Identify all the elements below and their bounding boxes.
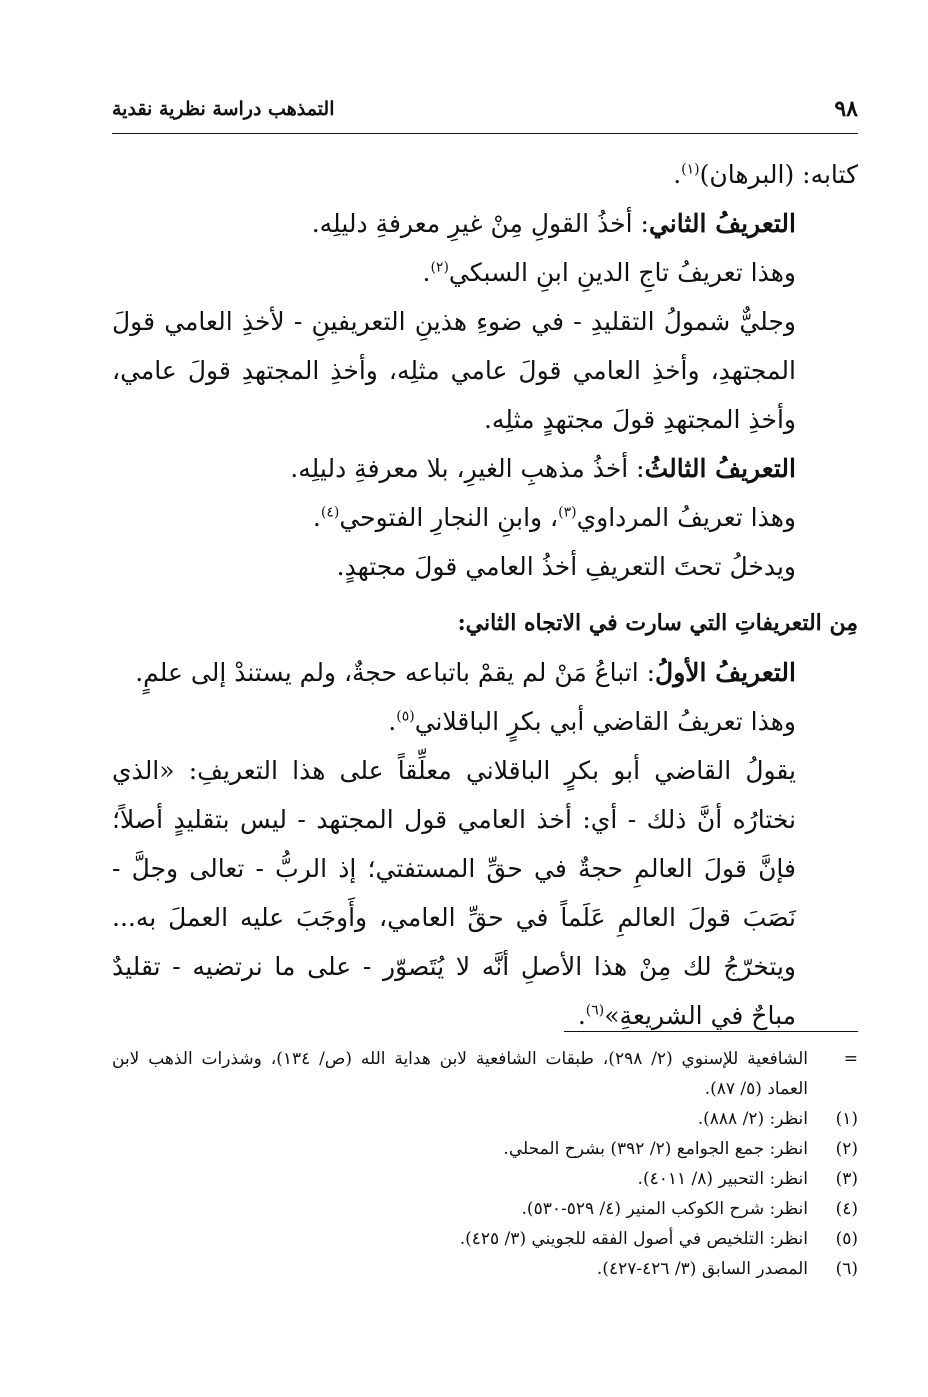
header-rule — [112, 133, 858, 134]
text: كتابه: (البرهان) — [699, 160, 858, 189]
text: . — [312, 503, 321, 532]
paragraph — [112, 493, 858, 542]
text: وهذا تعريفُ القاضي أبي بكرٍ الباقلاني — [414, 707, 796, 736]
paragraph — [112, 248, 858, 297]
footnote — [112, 1194, 858, 1224]
definition-label: التعريفُ الأولُ — [655, 658, 796, 687]
text: . — [577, 1001, 586, 1030]
footnote-text: انظر: (٢/ ٨٨٨). — [697, 1109, 808, 1129]
footnote-number: (١) — [835, 1109, 858, 1129]
definition-paragraph — [112, 648, 858, 697]
text: . — [673, 160, 682, 189]
page-number: ٩٨ — [834, 96, 858, 122]
footnote-ref: (٣) — [558, 504, 577, 521]
footnote — [112, 1254, 858, 1284]
footnote-marker: = — [843, 1049, 858, 1069]
footnote — [112, 1164, 858, 1194]
definition-paragraph — [112, 444, 858, 493]
footnote-number: (٣) — [835, 1169, 858, 1189]
footnote-ref: (١) — [681, 161, 700, 178]
text: . — [422, 258, 431, 287]
footnote-text: انظر: التلخيص في أصول الفقه للجويني (٣/ ٤٢٥). — [459, 1229, 808, 1249]
text: وهذا تعريفُ تاجِ الدينِ ابنِ السبكي — [448, 258, 796, 287]
paragraph: وجليٌّ شمولُ التقليدِ - في ضوءِ هذينِ التعريفينِ - لأخذِ العامي قولَ المجتهدِ، وأخذِ العامي قولَ عامي مثلِه، وأخذِ المجتهدِ قولَ عامي، وأخذِ المجتهدِ قولَ مجتهدٍ مثلِه. — [112, 307, 796, 434]
definition-label: التعريفُ الثالثُ — [644, 454, 796, 483]
footnote-ref: (٥) — [396, 708, 415, 725]
footnote-rule — [564, 1031, 858, 1032]
footnote-text: انظر: التحبير (٨/ ٤٠١١). — [637, 1169, 808, 1189]
definition-text: : أخذُ مذهبِ الغيرِ، بلا معرفةِ دليلِه. — [290, 454, 645, 483]
footnotes — [112, 1044, 858, 1284]
footnote — [112, 1134, 858, 1164]
footnote-ref: (٤) — [320, 504, 340, 521]
footnote-ref: (٢) — [430, 259, 449, 276]
footnote-text: انظر: شرح الكوكب المنير (٤/ ٥٢٩-٥٣٠). — [521, 1199, 808, 1219]
footnote-ref: (٦) — [585, 1002, 605, 1019]
section-heading: مِن التعريفاتِ التي سارت في الاتجاه الثاني: — [457, 610, 858, 636]
footnote-number: (٥) — [835, 1229, 858, 1249]
paragraph: ويدخلُ تحتَ التعريفِ أخذُ العامي قولَ مجتهدٍ. — [336, 552, 796, 581]
footnote-text: انظر: جمع الجوامع (٢/ ٣٩٢) بشرح المحلي. — [503, 1139, 808, 1159]
page-header — [112, 96, 858, 130]
definition-paragraph — [112, 199, 858, 248]
text: ، وابنِ النجارِ الفتوحي — [339, 503, 559, 532]
definition-text: : اتباعُ مَنْ لم يقمْ باتباعه حجةٌ، ولم يستندْ إلى علمٍ. — [135, 658, 656, 687]
footnote-continuation — [112, 1044, 858, 1104]
quote-paragraph — [112, 746, 858, 1040]
footnote-text: المصدر السابق (٣/ ٤٢٦-٤٢٧). — [596, 1259, 808, 1279]
main-text — [112, 150, 858, 1040]
definition-label: التعريفُ الثاني — [648, 209, 796, 238]
footnote — [112, 1224, 858, 1254]
footnote-number: (٦) — [835, 1259, 858, 1279]
paragraph — [112, 150, 858, 199]
running-title: التمذهب دراسة نظرية نقدية — [112, 98, 335, 120]
footnote — [112, 1104, 858, 1134]
text: . — [388, 707, 397, 736]
footnote-number: (٢) — [835, 1139, 858, 1159]
footnote-text: الشافعية للإسنوي (٢/ ٢٩٨)، طبقات الشافعية لابن هداية الله (ص/ ١٣٤)، وشذرات الذهب لابن العماد (٥/ ٨٧). — [112, 1049, 808, 1099]
footnote-number: (٤) — [835, 1199, 858, 1219]
text: يقولُ القاضي أبو بكرٍ الباقلاني معلِّقاً على هذا التعريفِ: «الذي نختارُه أنَّ ذلك - أي: أخذ العامي قول المجتهد - ليس بتقليدٍ أصلاً؛ فإنَّ قولَ العالمِ حجةٌ في حقِّ المستفتي؛ إذ الربُّ - تعالى وجلَّ - نَصَبَ قولَ العالمِ عَلَماً في حقِّ العامي، وأَوجَبَ عليه العملَ به... ويتخرّجُ لك مِنْ هذا الأصلِ أنَّه لا يُتَصوّر - على ما نرتضيه - تقليدٌ مباحٌ في الشريعةِ» — [112, 756, 796, 1030]
definition-text: : أخذُ القولِ مِنْ غيرِ معرفةِ دليلِه. — [311, 209, 649, 238]
text: وهذا تعريفُ المرداوي — [576, 503, 796, 532]
paragraph — [112, 697, 858, 746]
